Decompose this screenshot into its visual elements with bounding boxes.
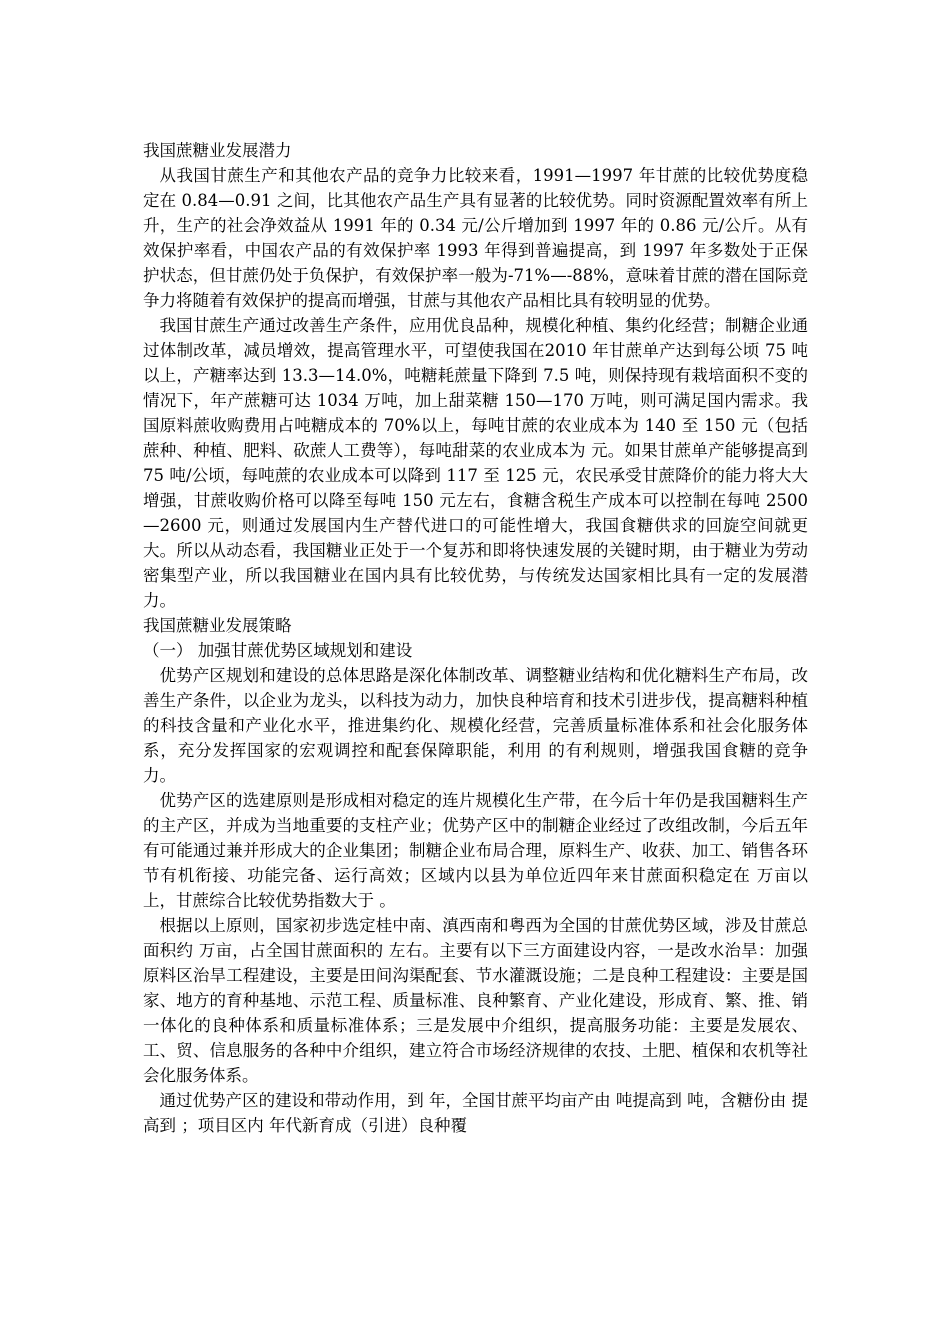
paragraph-selection-principle: 优势产区的选建原则是形成相对稳定的连片规模化生产带，在今后十年仍是我国糖料生产的主产区，并成为当地重要的支柱产业；优势产区中的制糖企业经过了改组改制，今后五年有可能通过兼并形成大的企业集团；制糖企业布局合理，原料生产、收获、加工、销售各环节有机衔接、功能完备、运行高效；区域内以县为单位近四年来甘蔗面积稳定在 万亩以上，甘蔗综合比较优势指数大于 。 <box>143 791 808 910</box>
section-heading-strategy: 我国蔗糖业发展策略 <box>143 616 292 635</box>
paragraph-competitiveness: 从我国甘蔗生产和其他农产品的竞争力比较来看，1991—1997 年甘蔗的比较优势度稳定在 0.84—0.91 之间，比其他农产品生产具有显著的比较优势。同时资源配置效率有所上升，生产的社会净效益从 1991 年的 0.34 元/公斤增加到 1997 年的 0.86 元/公斤。从有效保护率看，中国农产品的有效保护率 1993 年得到普遍提高，到 1997 年多数处于正保护状态，但甘蔗仍处于负保护，有效保护率一般为-71%—-88%，意味着甘蔗的潜在国际竞争力将随着有效保护的提高而增强，甘蔗与其他农产品相比具有较明显的优势。 <box>143 166 808 310</box>
paragraph-targets: 通过优势产区的建设和带动作用，到 年，全国甘蔗平均亩产由 吨提高到 吨，含糖份由 提高到 ；项目区内 年代新育成（引进）良种覆 <box>143 1091 808 1135</box>
subsection-heading-1: （一） 加强甘蔗优势区域规划和建设 <box>143 641 413 660</box>
paragraph-regions: 根据以上原则，国家初步选定桂中南、滇西南和粤西为全国的甘蔗优势区域，涉及甘蔗总面积约 万亩，占全国甘蔗面积的 左右。主要有以下三方面建设内容，一是改水治旱：加强原料区治旱工程建设，主要是田间沟渠配套、节水灌溉设施；二是良种工程建设：主要是国家、地方的育种基地、示范工程、质量标准、良种繁育、产业化建设，形成育、繁、推、销一体化的良种体系和质量标准体系；三是发展中介组织，提高服务功能：主要是发展农、工、贸、信息服务的各种中介组织，建立符合市场经济规律的农技、土肥、植保和农机等社会化服务体系。 <box>143 916 808 1085</box>
document-title: 我国蔗糖业发展潜力 <box>143 141 292 160</box>
paragraph-potential: 我国甘蔗生产通过改善生产条件，应用优良品种，规模化种植、集约化经营；制糖企业通过体制改革，减员增效，提高管理水平，可望使我国在2010 年甘蔗单产达到每公顷 75 吨以上，产糖率达到 13.3—14.0%，吨糖耗蔗量下降到 7.5 吨，则保持现有栽培面积不变的情况下，年产蔗糖可达 1034 万吨，加上甜菜糖 150—170 万吨，则可满足国内需求。我国原料蔗收购费用占吨糖成本的 70%以上，每吨甘蔗的农业成本为 140 至 150 元（包括蔗种、种植、肥料、砍蔗人工费等），每吨甜菜的农业成本为 元。如果甘蔗单产能够提高到 75 吨/公顷，每吨蔗的农业成本可以降到 117 至 125 元，农民承受甘蔗降价的能力将大大增强，甘蔗收购价格可以降至每吨 150 元左右，食糖含税生产成本可以控制在每吨 2500—2600 元，则通过发展国内生产替代进口的可能性增大，我国食糖供求的回旋空间就更大。所以从动态看，我国糖业正处于一个复苏和即将快速发展的关键时期，由于糖业为劳动密集型产业，所以我国糖业在国内具有比较优势，与传统发达国家相比具有一定的发展潜力。 <box>143 316 808 610</box>
document-page <box>143 138 808 1138</box>
paragraph-planning: 优势产区规划和建设的总体思路是深化体制改革、调整糖业结构和优化糖料生产布局，改善生产条件，以企业为龙头，以科技为动力，加快良种培育和技术引进步伐，提高糖料种植的科技含量和产业化水平，推进集约化、规模化经营，完善质量标准体系和社会化服务体系，充分发挥国家的宏观调控和配套保障职能，利用 的有利规则，增强我国食糖的竞争力。 <box>143 666 808 785</box>
